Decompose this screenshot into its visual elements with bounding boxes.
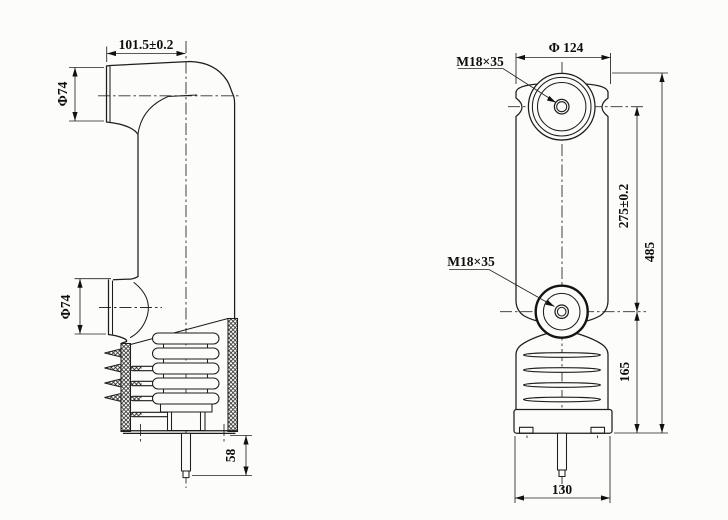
- arrowhead: [634, 312, 639, 321]
- side-view-outline: [107, 62, 235, 344]
- barrel-shoulder-fillet: [138, 95, 197, 134]
- front-view: [447, 40, 668, 503]
- stem: [558, 433, 567, 470]
- arrowhead: [634, 424, 639, 433]
- upper-thread-label: M18×35: [456, 54, 504, 69]
- dim-stem-length-label: 58: [223, 448, 238, 463]
- lower-port-top-lip: [114, 277, 139, 280]
- arrowhead: [72, 68, 77, 77]
- shed-fin: [105, 349, 122, 357]
- dim-stem-length: [192, 436, 252, 476]
- arrowhead: [77, 279, 82, 288]
- extension-line: [192, 436, 252, 476]
- arrowhead: [243, 436, 248, 445]
- arrowhead: [515, 495, 524, 500]
- upper-port-underside: [107, 122, 139, 277]
- base-block: [514, 410, 612, 434]
- dim-base-width-label: 130: [551, 482, 573, 497]
- dim-lower-section-label: 165: [617, 361, 632, 383]
- dim-top-diameter-label: Φ 124: [548, 40, 584, 55]
- lower-port-bore-arc: [131, 283, 149, 338]
- shed-fin: [105, 364, 122, 372]
- bellows-fold: [153, 393, 220, 404]
- shed-fin: [105, 379, 122, 387]
- dim-lower-port: [58, 279, 111, 334]
- shed-bar-hatch: [131, 366, 142, 370]
- shed-fins: [105, 349, 122, 402]
- arrowhead: [77, 325, 82, 334]
- upper-terminal-boss: [528, 73, 595, 140]
- front-base: [514, 410, 612, 477]
- stem: [182, 433, 191, 471]
- arrowhead: [243, 467, 248, 476]
- dim-top-width: [107, 37, 186, 62]
- left-epoxy-wall-hatch: [121, 344, 131, 432]
- stem-tip: [183, 471, 189, 478]
- elbow-top-outline: [107, 62, 235, 319]
- shed-ring: [524, 353, 601, 358]
- bellows-end-flange: [161, 404, 213, 412]
- dim-lower-section: [617, 312, 640, 433]
- lower-port-bottom-lip: [109, 335, 127, 344]
- dim-total-height-label: 485: [642, 241, 657, 263]
- side-view: [55, 37, 252, 488]
- shed-ring: [524, 397, 601, 402]
- base-plate: [121, 431, 238, 434]
- arrowhead: [659, 424, 664, 433]
- arrowhead: [107, 51, 116, 56]
- dim-top-width-label: 101.5±0.2: [118, 37, 174, 52]
- arrowhead: [601, 495, 610, 500]
- dim-upper-port: [55, 68, 104, 122]
- bellows-fold: [153, 378, 220, 389]
- shed-bar-hatch: [131, 381, 142, 385]
- lower-thread-label: M18×35: [447, 254, 495, 269]
- arrowhead: [634, 107, 639, 116]
- right-epoxy-wall-hatch: [228, 319, 238, 432]
- arrowhead: [634, 303, 639, 312]
- dim-upper-port-label: Φ74: [55, 81, 70, 107]
- shed-bar-hatch: [131, 396, 142, 400]
- bellows-fold: [153, 333, 220, 344]
- bellows-fold: [153, 363, 220, 374]
- shed-bar-hatch: [131, 412, 142, 416]
- shed-ring: [524, 368, 601, 373]
- arrowhead: [177, 51, 186, 56]
- dim-terminal-spacing: [616, 107, 640, 312]
- body-right-edge: [588, 92, 609, 321]
- shed-ring: [524, 383, 601, 388]
- bellows-end-hub: [168, 412, 206, 431]
- arrowhead: [72, 112, 77, 121]
- dim-lower-port-label: Φ74: [58, 294, 73, 320]
- stem-tip: [559, 470, 565, 477]
- lower-terminal-boss: [536, 286, 588, 338]
- arrowhead: [602, 55, 611, 60]
- dim-terminal-spacing-label: 275±0.2: [616, 183, 631, 229]
- shed-fin: [105, 394, 122, 402]
- arrowhead: [516, 55, 525, 60]
- bellows-fold: [153, 348, 220, 359]
- arrowhead: [659, 73, 664, 82]
